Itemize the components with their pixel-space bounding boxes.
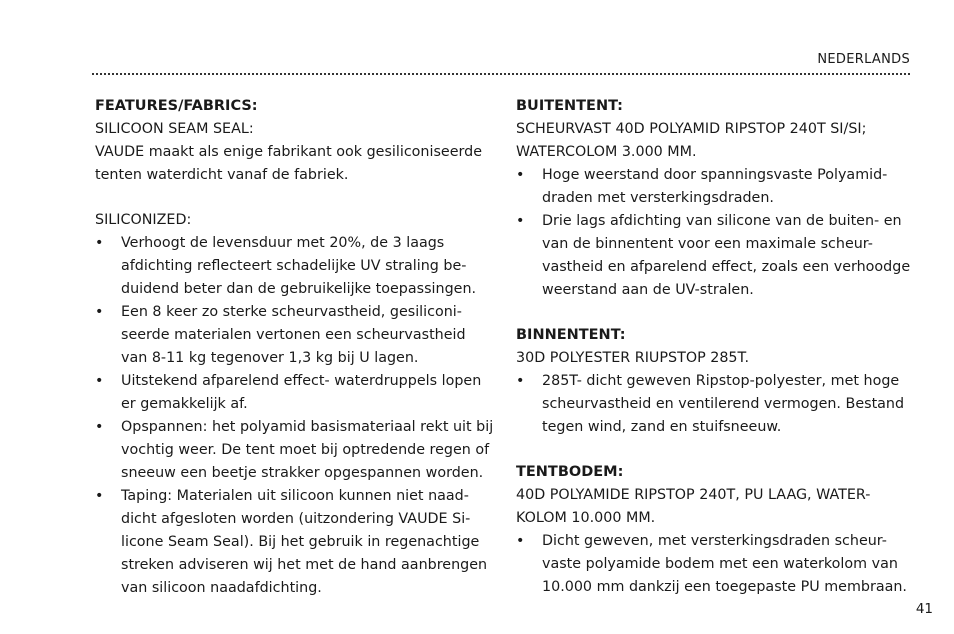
siliconized-list <box>95 232 495 600</box>
bullet-line: scheurvastheid en ventilerend vermogen. Bestand <box>542 396 905 412</box>
bullet-line: van 8-11 kg tegenover 1,3 kg bij U lagen. <box>121 350 419 366</box>
bullet-line: • Hoge weerstand door spanningsvaste Polyamid- <box>542 167 888 183</box>
siliconized-title: SILICONIZED: <box>95 212 192 228</box>
bullet-line: • 285T- dicht geweven Ripstop-polyester, met hoge <box>542 373 900 389</box>
bullet-line: tegen wind, zand en stuifsneeuw. <box>542 419 782 435</box>
tentbodem-heading: TENTBODEM: <box>516 464 624 480</box>
bullet-line: • Taping: Materialen uit silicoon kunnen niet naad- <box>121 488 469 504</box>
buitentent-heading: BUITENTENT: <box>516 98 623 114</box>
bullet-line: duidend beter dan de gebruikelijke toepassingen. <box>121 281 477 297</box>
list-item <box>95 370 495 416</box>
seam-seal-line: VAUDE maakt als enige fabrikant ook gesiliconiseerde <box>95 144 482 160</box>
bullet-line: vastheid en afparelend effect, zoals een verhoodge <box>542 259 911 275</box>
binnentent-heading: BINNENTENT: <box>516 327 626 343</box>
bullet-line: • Verhoogt de levensduur met 20%, de 3 laags <box>121 235 445 251</box>
list-item <box>95 232 495 301</box>
bullet-line: van de binnentent voor een maximale scheur- <box>542 236 873 252</box>
binnentent-spec: 30D POLYESTER RIUPSTOP 285T. <box>516 350 750 366</box>
right-column <box>516 95 916 599</box>
bullet-line: • Een 8 keer zo sterke scheurvastheid, gesiliconi- <box>121 304 462 320</box>
bullet-line: • Opspannen: het polyamid basismateriaal rekt uit bij <box>121 419 494 435</box>
bullet-line: seerde materialen vertonen een scheurvastheid <box>121 327 466 343</box>
bullet-line: licone Seam Seal). Bij het gebruik in regenachtige <box>121 534 480 550</box>
seam-seal-title: SILICOON SEAM SEAL: <box>95 121 254 137</box>
bullet-line: van silicoon naadafdichting. <box>121 580 322 596</box>
bullet-line: • Uitstekend afparelend effect- waterdruppels lopen <box>121 373 482 389</box>
list-item <box>95 416 495 485</box>
dotted-divider <box>92 73 910 75</box>
list-item <box>516 164 916 210</box>
seam-seal-line: tenten waterdicht vanaf de fabriek. <box>95 167 349 183</box>
bullet-line: weerstand aan de UV-stralen. <box>542 282 754 298</box>
bullet-line: dicht afgesloten worden (uitzondering VAUDE Si- <box>121 511 471 527</box>
tentbodem-list <box>516 530 916 599</box>
bullet-line: streken adviseren wij het met de hand aanbrengen <box>121 557 488 573</box>
bullet-line: • Dicht geweven, met versterkingsdraden scheur- <box>542 533 887 549</box>
features-heading: FEATURES/FABRICS: <box>95 98 258 114</box>
list-item <box>516 210 916 302</box>
buitentent-spec: WATERCOLOM 3.000 MM. <box>516 144 697 160</box>
buitentent-list <box>516 164 916 302</box>
buitentent-spec: SCHEURVAST 40D POLYAMID RIPSTOP 240T SI/SI; <box>516 121 867 137</box>
bullet-line: sneeuw een beetje strakker opgespannen worden. <box>121 465 484 481</box>
list-item <box>95 485 495 600</box>
bullet-line: vaste polyamide bodem met een waterkolom van <box>542 556 898 572</box>
bullet-line: draden met versterkingsdraden. <box>542 190 774 206</box>
bullet-line: 10.000 mm dankzij een toegepaste PU membraan. <box>542 579 907 595</box>
bullet-line: vochtig weer. De tent moet bij optredende regen of <box>121 442 490 458</box>
header-language: NEDERLANDS <box>817 52 910 67</box>
list-item <box>516 530 916 599</box>
list-item <box>516 370 916 439</box>
binnentent-list <box>516 370 916 439</box>
bullet-line: er gemakkelijk af. <box>121 396 248 412</box>
list-item <box>95 301 495 370</box>
bullet-line: afdichting reflecteert schadelijke UV straling be- <box>121 258 467 274</box>
tentbodem-spec: 40D POLYAMIDE RIPSTOP 240T, PU LAAG, WATER- <box>516 487 871 503</box>
left-column <box>95 95 495 600</box>
page-number: 41 <box>915 601 933 617</box>
tentbodem-spec: KOLOM 10.000 MM. <box>516 510 656 526</box>
bullet-line: • Drie lags afdichting van silicone van de buiten- en <box>542 213 902 229</box>
